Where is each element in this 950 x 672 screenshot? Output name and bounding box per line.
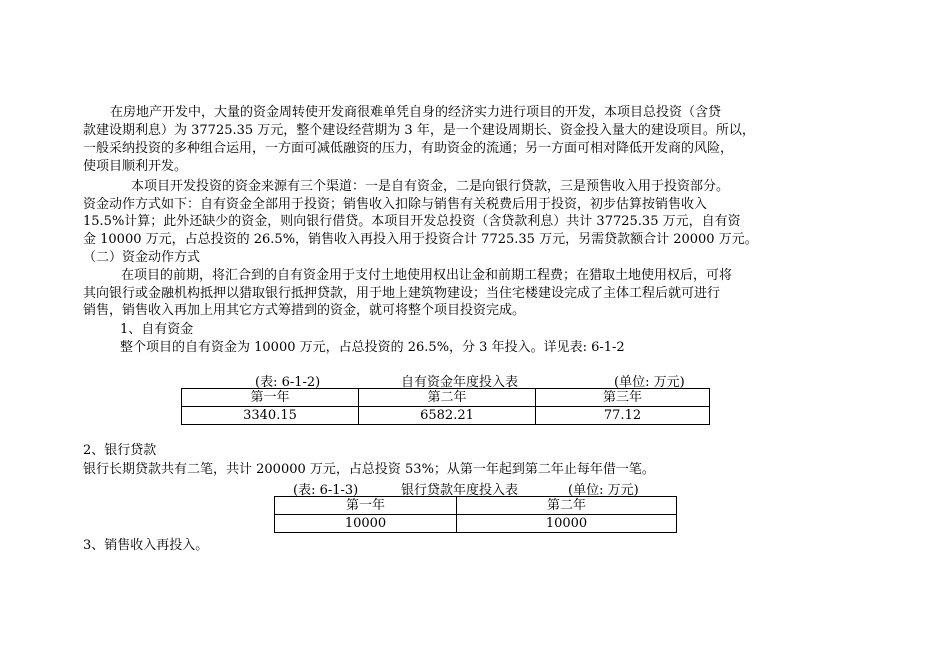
table1-title: 自有资金年度投入表 [401,375,519,390]
table1-unit: (单位: 万元) [614,375,685,390]
table1-value-cell: 77.12 [536,407,710,425]
table2-label: (表: 6-1-3) [293,483,359,498]
item3-heading: 3、销售收入再投入。 [83,538,209,553]
para2-line-2: 资金动作方式如下：自有资金全部用于投资；销售收入扣除与销售有关税费后用于投资，初步估算按销售收入 [83,197,708,212]
table1-value-cell: 6582.21 [359,407,536,425]
item2-text: 银行长期贷款共有二笔，共计 200000 万元，占总投资 53%；从第一年起到第二年止每年借一笔。 [83,462,655,477]
table2-title: 银行贷款年度投入表 [401,483,519,498]
table1-header-cell: 第三年 [536,389,710,407]
table2-value-row [275,515,677,533]
para1-line-4: 使项目顺利开发。 [83,159,188,174]
table2 [274,496,677,533]
table1-label: (表: 6-1-2) [255,375,321,390]
table2-header-cell: 第一年 [275,497,457,515]
para2-line-3: 15.5%计算；此外还缺少的资金，则向银行借贷。本项目开发总投资（含贷款利息）共计 37725.35 万元，自有资 [83,214,741,229]
item1-heading: 1、自有资金 [120,322,194,337]
table1-value-row [182,407,710,425]
table1-header-cell: 第二年 [359,389,536,407]
section-heading: （二）资金动作方式 [83,250,201,265]
para1-line-3: 一般采纳投资的多种组合运用，一方面可减低融资的压力，有助资金的流通；另一方面可相对降低开发商的风险， [83,141,734,156]
table2-header-row [275,497,677,515]
table1 [181,388,710,425]
para1-line-2: 款建设期利息）为 37725.35 万元，整个建设经营期为 3 年，是一个建设周期长、资金投入量大的建设项目。所以， [83,123,755,138]
table2-unit: (单位: 万元) [568,483,639,498]
table1-value-cell: 3340.15 [182,407,359,425]
para3-line-1: 在项目的前期，将汇合到的自有资金用于支付土地使用权出让金和前期工程费；在猎取土地使用权后，可将 [121,268,733,283]
table2-header-cell: 第二年 [457,497,677,515]
para2-line-1: 本项目开发投资的资金来源有三个渠道：一是自有资金，二是向银行贷款，三是预售收入用于投资部分。 [131,179,730,194]
para1-line-1: 在房地产开发中，大量的资金周转使开发商很难单凭自身的经济实力进行项目的开发，本项目总投资（含贷 [110,105,722,120]
item1-text: 整个项目的自有资金为 10000 万元，占总投资的 26.5%，分 3 年投入。详见表: 6-1-2 [120,340,625,355]
item2-heading: 2、银行贷款 [83,443,157,458]
para3-line-2: 其向银行或金融机构抵押以猎取银行抵押贷款，用于地上建筑物建设；当住宅楼建设完成了主体工程后就可进行 [83,286,721,301]
table1-header-cell: 第一年 [182,389,359,407]
para2-line-4: 金 10000 万元，占总投资的 26.5%，销售收入再投入用于投资合计 7725.35 万元，另需贷款额合计 20000 万元。 [83,232,758,247]
para3-line-3: 销售，销售收入再加上用其它方式筹措到的资金，就可将整个项目投资完成。 [83,303,526,318]
table2-value-cell: 10000 [275,515,457,533]
table2-value-cell: 10000 [457,515,677,533]
table1-header-row [182,389,710,407]
